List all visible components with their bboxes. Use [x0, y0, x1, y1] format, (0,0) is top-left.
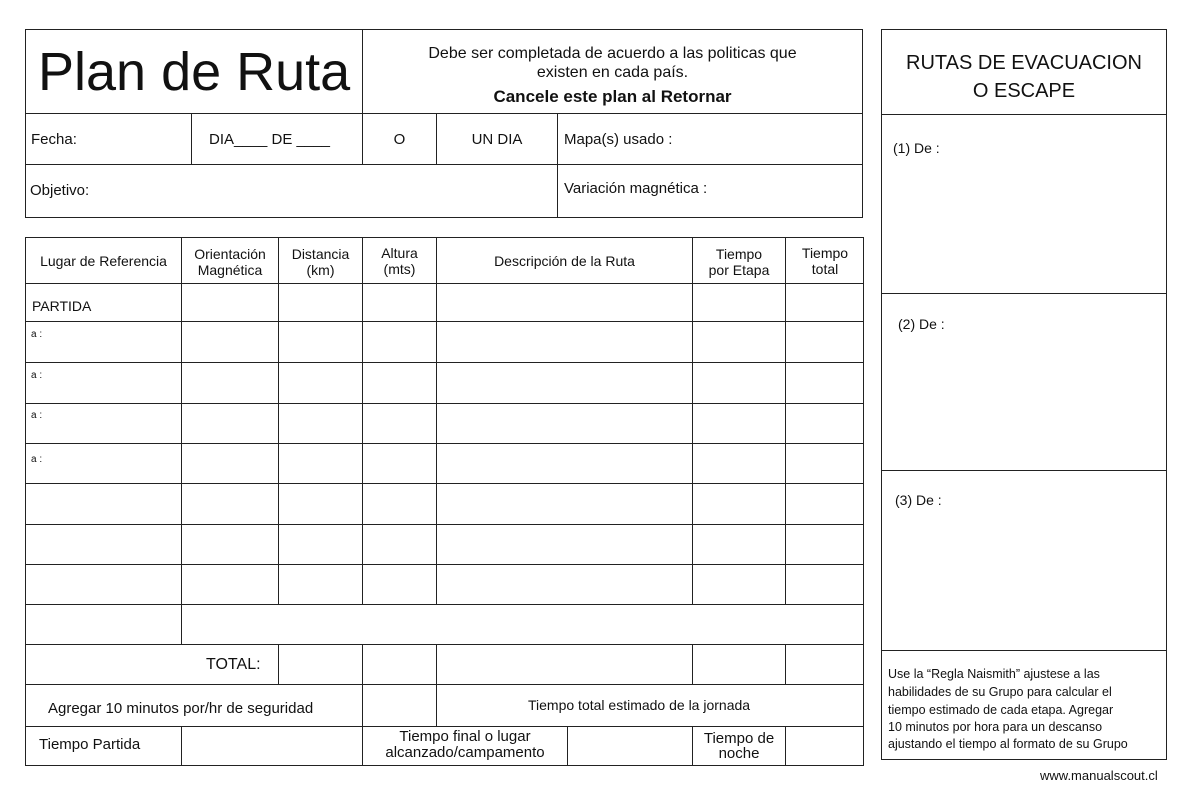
page-title: Plan de Ruta — [38, 42, 351, 102]
col-tiempo-total-2: total — [811, 261, 839, 277]
evac-route-3[interactable]: (3) De : — [895, 492, 942, 508]
agregar-label: Agregar 10 minutos por/hr de seguridad — [48, 700, 314, 717]
objetivo-label[interactable]: Objetivo: — [30, 182, 90, 199]
naismith-note-4: 10 minutos por hora para un descanso — [888, 720, 1103, 734]
stop-label-1: a : — [31, 329, 43, 340]
col-tiempo-total-1: Tiempo — [801, 245, 849, 261]
tiempo-final-label-2: alcanzado/campamento — [385, 744, 545, 761]
stop-label-4: a : — [31, 454, 43, 465]
fecha-label: Fecha: — [31, 131, 77, 148]
evac-title-2: O ESCAPE — [972, 80, 1076, 102]
dia-de-field[interactable]: DIA____ DE ____ — [209, 131, 330, 148]
col-lugar: Lugar de Referencia — [40, 253, 167, 269]
total-label: TOTAL: — [206, 656, 261, 673]
footer-site: www.manualscout.cl — [1040, 768, 1158, 783]
col-altura-2: (mts) — [383, 261, 416, 277]
col-tiempo-etapa-2: por Etapa — [708, 262, 770, 278]
col-tiempo-etapa-1: Tiempo — [715, 246, 763, 262]
partida-label: PARTIDA — [32, 298, 92, 314]
tiempo-noche-label-2: noche — [718, 745, 760, 762]
mapas-label[interactable]: Mapa(s) usado : — [564, 131, 673, 148]
evac-title-1: RUTAS DE EVACUACION — [906, 52, 1142, 74]
variacion-label[interactable]: Variación magnética : — [564, 180, 708, 197]
tiempo-final-label-1: Tiempo final o lugar — [399, 728, 531, 745]
naismith-note-2: habilidades de su Grupo para calcular el — [888, 685, 1112, 699]
policy-text-line1: Debe ser completada de acuerdo a las politicas que — [428, 45, 797, 62]
col-distancia-2: (km) — [306, 262, 335, 278]
o-label: O — [393, 131, 406, 148]
col-altura-1: Altura — [381, 245, 418, 261]
naismith-note-5: ajustando el tiempo al formato de su Grupo — [888, 737, 1128, 751]
cancel-notice: Cancele este plan al Retornar — [493, 87, 732, 106]
col-descripcion: Descripción de la Ruta — [494, 253, 635, 269]
tiempo-partida-label: Tiempo Partida — [39, 736, 141, 753]
stop-label-3: a : — [31, 410, 43, 421]
naismith-note-1: Use la “Regla Naismith” ajustese a las — [888, 667, 1100, 681]
col-orientacion-2: Magnética — [197, 262, 263, 278]
tiempo-noche-label-1: Tiempo de — [703, 730, 775, 747]
col-orientacion-1: Orientación — [194, 246, 266, 262]
route-table — [25, 237, 864, 766]
evac-route-2[interactable]: (2) De : — [898, 316, 945, 332]
col-distancia-1: Distancia — [291, 246, 350, 262]
stop-label-2: a : — [31, 370, 43, 381]
tiempo-estimado-label: Tiempo total estimado de la jornada — [528, 697, 751, 713]
naismith-note-3: tiempo estimado de cada etapa. Agregar — [888, 703, 1114, 717]
evac-route-1[interactable]: (1) De : — [893, 140, 940, 156]
un-dia-label: UN DIA — [471, 131, 523, 148]
policy-text-line2: existen en cada país. — [536, 64, 689, 81]
